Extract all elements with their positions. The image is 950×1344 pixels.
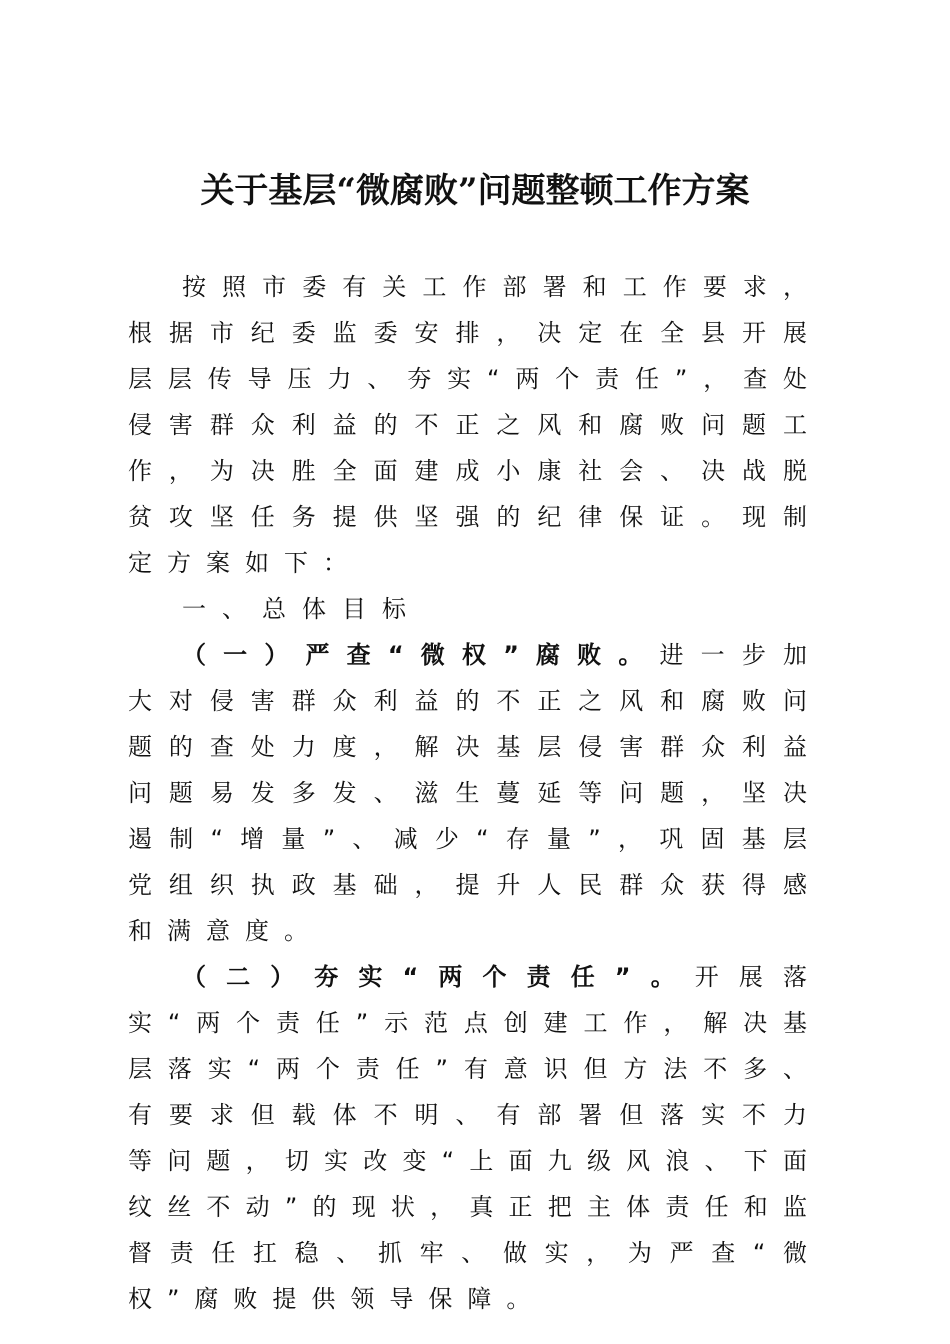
- document-body: [128, 264, 822, 1322]
- item-text-1: 进一步加大对侵害群众利益的不正之风和腐败问题的查处力度，解决基层侵害群众利益问题易发多发、滋生蔓延等问题，坚决遏制“增量”、减少“存量”，巩固基层党组织执政基础，提升人民群众获得感和满意度。: [128, 641, 823, 945]
- item-lead-2: （二）夯实“两个责任”。: [182, 963, 695, 991]
- intro-paragraph: 按照市委有关工作部署和工作要求，根据市纪委监委安排，决定在全县开展层层传导压力、夯实“两个责任”，查处侵害群众利益的不正之风和腐败问题工作，为决胜全面建成小康社会、决战脱贫攻坚任务提供坚强的纪律保证。现制定方案如下：: [128, 273, 822, 577]
- item-paragraph-2: [128, 954, 822, 1322]
- item-lead-1: （一）严查“微权”腐败。: [182, 641, 660, 669]
- document-title: 关于基层“微腐败”问题整顿工作方案: [200, 171, 750, 211]
- item-text-2: 开展落实“两个责任”示范点创建工作，解决基层落实“两个责任”有意识但方法不多、有要求但载体不明、有部署但落实不力等问题，切实改变“上面九级风浪、下面纹丝不动”的现状，真正把主体责任和监督责任扛稳、抓牢、做实，为严查“微权”腐败提供领导保障。: [128, 963, 823, 1313]
- section-heading: 一、总体目标: [182, 595, 422, 623]
- item-paragraph-1: [128, 632, 822, 954]
